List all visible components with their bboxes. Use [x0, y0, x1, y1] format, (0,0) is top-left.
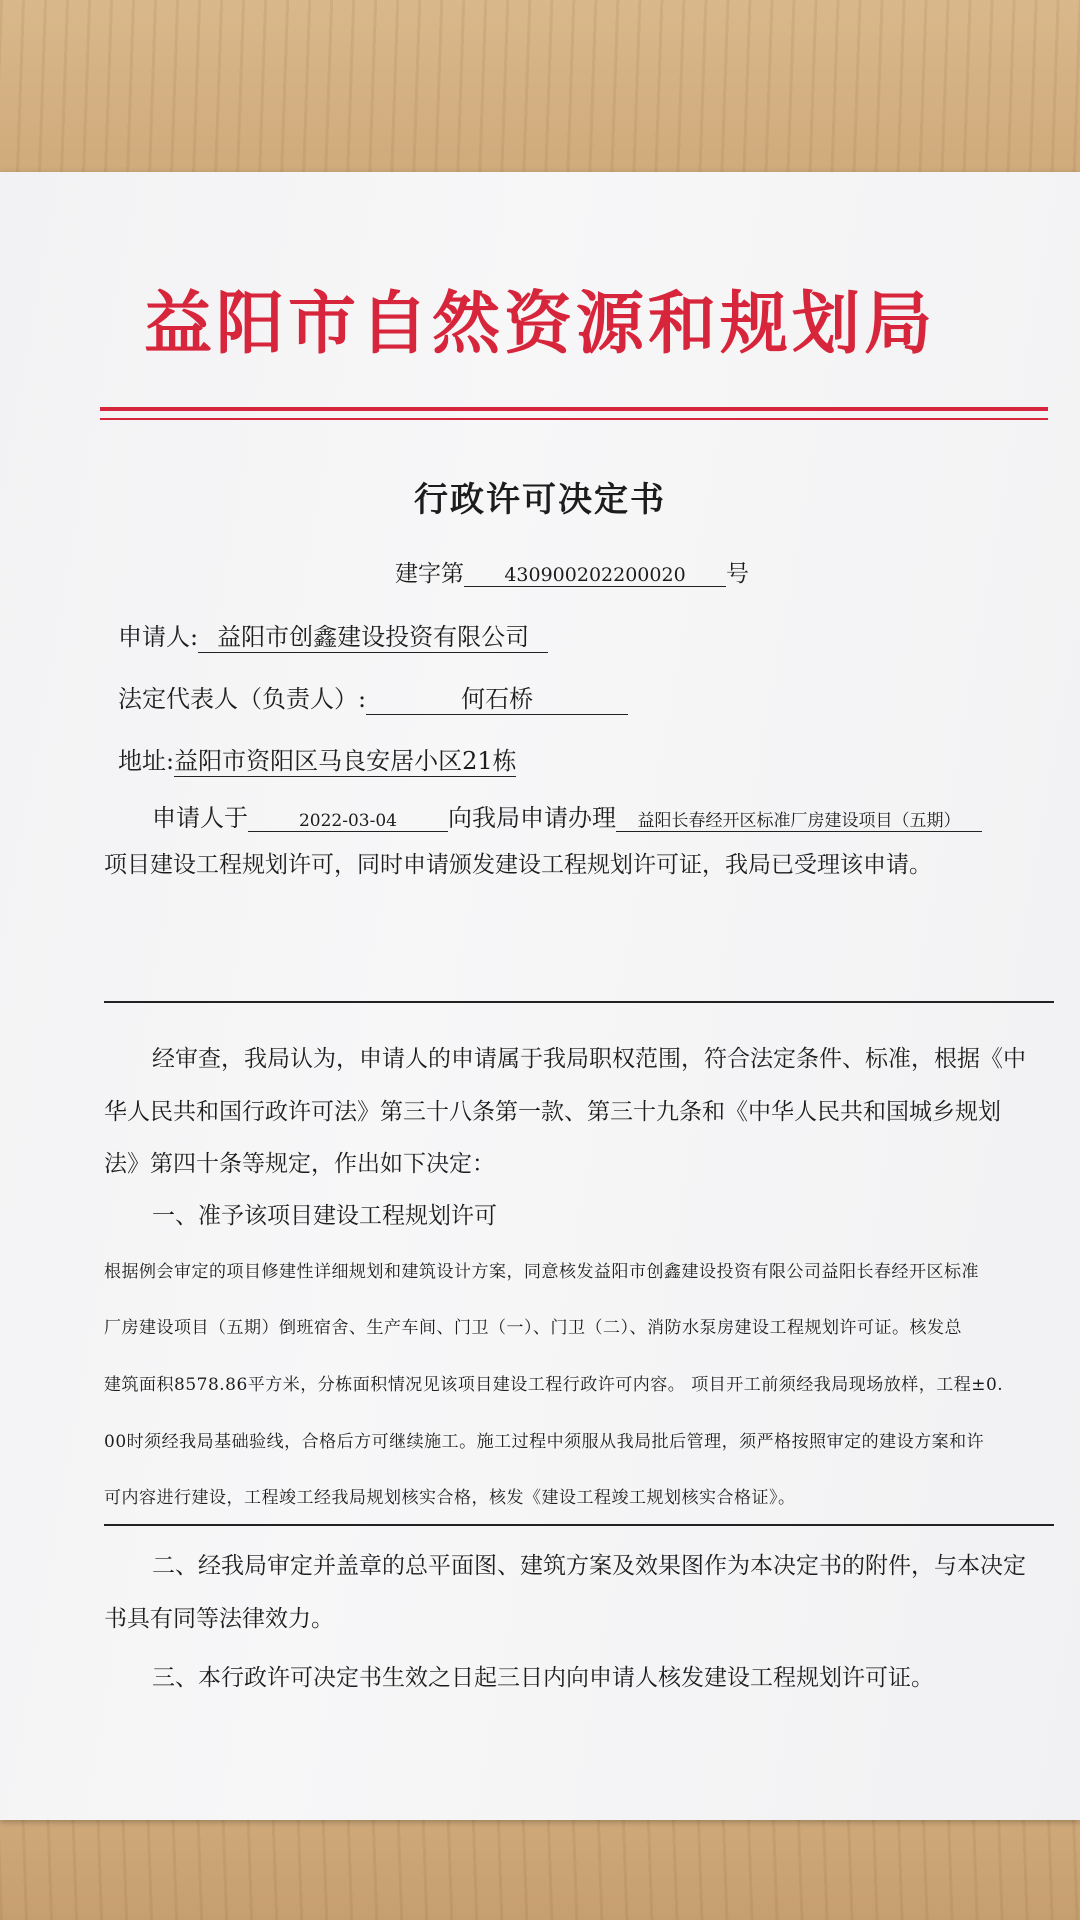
review-line-2: 华人民共和国行政许可法》第三十八条第一款、第三十九条和《中华人民共和国城乡规划	[104, 1099, 1001, 1125]
application-date: 2022-03-04	[248, 811, 448, 832]
document-title: 行政许可决定书	[414, 480, 666, 520]
document-page	[0, 172, 1080, 1820]
red-divider-thick	[100, 407, 1048, 411]
applicant-value: 益阳市创鑫建设投资有限公司	[198, 617, 548, 653]
applicant-row	[118, 617, 548, 653]
wooden-table-top	[0, 0, 1080, 175]
application-middle: 向我局申请办理	[448, 804, 616, 832]
decision-1-line: 根据例会审定的项目修建性详细规划和建筑设计方案，同意核发益阳市创鑫建设投资有限公司益阳长春经开区标准	[104, 1262, 979, 1282]
address-row	[118, 741, 516, 777]
decision-1-line: 00时须经我局基础验线，合格后方可继续施工。施工过程中须服从我局批后管理，须严格按照审定的建设方案和许	[104, 1432, 985, 1452]
legal-rep-label: 法定代表人（负责人）:	[118, 685, 367, 713]
decision-2-line-1: 二、经我局审定并盖章的总平面图、建筑方案及效果图作为本决定书的附件，与本决定	[152, 1553, 1026, 1579]
address-value: 益阳市资阳区马良安居小区21栋	[174, 741, 516, 777]
decision-2-line-2: 书具有同等法律效力。	[104, 1606, 334, 1632]
section-divider-1	[104, 1001, 1054, 1003]
decision-1-heading: 一、准予该项目建设工程规划许可	[152, 1203, 497, 1229]
review-line-1: 经审查，我局认为，申请人的申请属于我局职权范围，符合法定条件、标准，根据《中	[152, 1046, 1026, 1072]
section-divider-2	[104, 1524, 1054, 1526]
number-prefix: 建字第	[395, 561, 464, 587]
number-suffix: 号	[726, 561, 749, 587]
applicant-label: 申请人:	[118, 623, 199, 651]
review-line-3: 法》第四十条等规定，作出如下决定：	[104, 1151, 495, 1177]
wooden-table-bottom	[0, 1815, 1080, 1920]
application-prefix: 申请人于	[152, 804, 248, 832]
decision-3-line-1: 三、本行政许可决定书生效之日起三日内向申请人核发建设工程规划许可证。	[152, 1665, 934, 1691]
number-value: 430900202200020	[464, 564, 726, 587]
document-number	[395, 555, 749, 588]
agency-name: 益阳市自然资源和规划局	[143, 285, 936, 364]
application-line-1	[152, 798, 982, 833]
decision-1-line: 厂房建设项目（五期）倒班宿舍、生产车间、门卫（一）、门卫（二）、消防水泵房建设工程规划许可证。核发总	[104, 1318, 962, 1338]
address-label: 地址:	[118, 747, 175, 775]
decision-1-line: 可内容进行建设，工程竣工经我局规划核实合格，核发《建设工程竣工规划核实合格证》。	[104, 1488, 796, 1508]
legal-rep-value: 何石桥	[366, 679, 628, 715]
application-line-2: 项目建设工程规划许可，同时申请颁发建设工程规划许可证，我局已受理该申请。	[104, 852, 932, 878]
legal-rep-row	[118, 679, 628, 715]
red-divider-thin	[100, 418, 1048, 420]
application-project: 益阳长春经开区标准厂房建设项目（五期）	[616, 806, 982, 832]
decision-1-line: 建筑面积8578.86平方米，分栋面积情况见该项目建设工程行政许可内容。 项目开工前须经我局现场放样，工程±0.	[104, 1375, 1004, 1395]
